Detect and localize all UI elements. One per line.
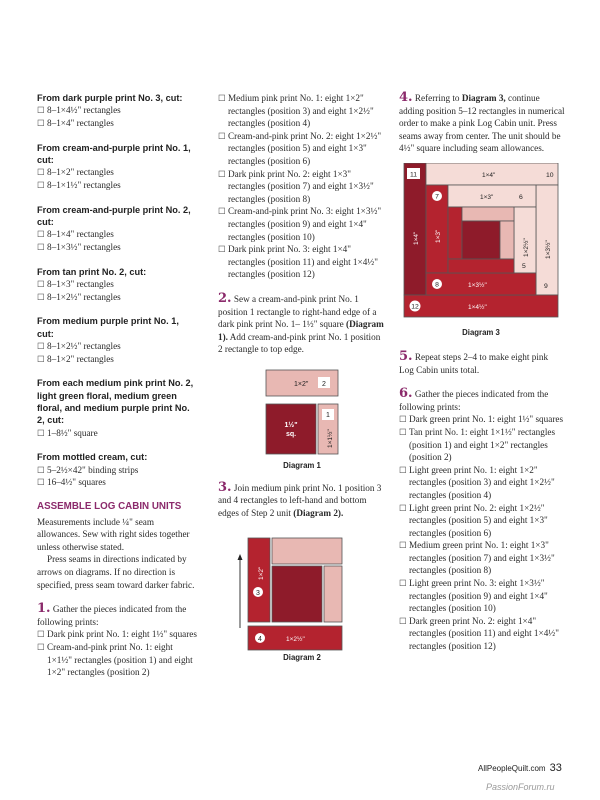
diagram3-number: 5: [522, 262, 526, 270]
checklist-item[interactable]: ☐ 8–1×4" rectangles: [37, 117, 197, 130]
cut-heading: From mottled cream, cut:: [37, 452, 148, 463]
diagram3-label: 1×3½": [468, 281, 487, 289]
step-number: 6.: [399, 386, 413, 402]
footer-site: AllPeopleQuilt.com: [478, 764, 546, 773]
step-number: 5.: [399, 348, 413, 364]
diagram3-label: 1×3½": [545, 240, 552, 259]
cut-group-3: [37, 204, 197, 254]
checklist-item[interactable]: ☐ 5–2½×42" binding strips: [37, 464, 197, 477]
checklist-item[interactable]: ☐ Medium green print No. 1: eight 1×3" rectangles (position 7) and eight 1×3½" rectangles (position 8): [399, 539, 565, 577]
cut-heading: From each medium pink print No. 2, light green floral, medium green floral, and medium purple print No. 2, cut:: [37, 378, 194, 426]
checklist-item[interactable]: ☐ 8–1×2½" rectangles: [37, 340, 197, 353]
diagram3-rect-11: [404, 163, 426, 295]
page-footer: [478, 762, 562, 774]
checklist-item[interactable]: ☐ 8–1×2" rectangles: [37, 353, 197, 366]
diagram3-number: 6: [519, 193, 523, 201]
step-text: Join medium pink print No. 1 position 3 and 4 rectangles to left-hand and bottom edges of Step 2 unit: [218, 482, 382, 519]
checklist-item[interactable]: ☐ Tan print No. 1: eight 1×1½" rectangles (position 1) and eight 1×2" rectangles (position 2): [399, 426, 565, 464]
step-5: [399, 348, 565, 376]
checklist-item[interactable]: ☐ Dark green print No. 1: eight 1½" squares: [399, 413, 565, 426]
diagram2-label: 1×2": [258, 566, 265, 580]
step-text: Repeat steps 2–4 to make eight pink Log Cabin units total.: [399, 351, 549, 375]
checklist-item[interactable]: ☐ Dark green print No. 2: eight 1×4" rectangles (position 11) and eight 1×4½" rectangles (position 12): [399, 615, 565, 653]
step-3: [218, 479, 386, 520]
step-number: 3.: [218, 479, 232, 495]
diagram-ref: (Diagram 1).: [218, 319, 384, 342]
step-text: Sew a cream-and-pink print No. 1 position 1 rectangle to right-hand edge of a dark pink print No. 1– 1½" square: [218, 293, 377, 330]
diagram3-number: 7: [435, 193, 439, 201]
step-text: continue adding position 5–12 rectangles in numerical order to make a pink Log Cabin unit. Press seams away from center. The unit should be 4½" square including seam allowances.: [399, 93, 565, 154]
column-3: [399, 92, 565, 653]
checklist-item[interactable]: ☐ 16–4½" squares: [37, 476, 197, 489]
checklist-item[interactable]: ☐ Cream-and-pink print No. 2: eight 1×2½" rectangles (position 5) and eight 1×3" rectangles (position 6): [218, 130, 386, 168]
page-number: 33: [549, 762, 562, 774]
cut-group-1: [37, 92, 197, 130]
diagram3-number: 11: [409, 171, 418, 179]
diagram1-number: 2: [322, 380, 326, 388]
watermark: PassionForum.ru: [486, 782, 555, 792]
diagram-1: [218, 364, 386, 472]
step-number: 1.: [37, 601, 51, 617]
cut-group-5: [37, 315, 197, 365]
diagram-caption: Diagram 1: [283, 460, 321, 470]
checklist-item[interactable]: ☐ Light green print No. 3: eight 1×3½" rectangles (position 9) and eight 1×4" rectangles (position 10): [399, 577, 565, 615]
checklist-item[interactable]: ☐ Dark pink print No. 2: eight 1×3" rectangles (position 7) and eight 1×3½" rectangles (position 8): [218, 168, 386, 206]
cut-heading: From cream-and-purple print No. 2, cut:: [37, 204, 191, 227]
diagram2-rect-1: [324, 566, 342, 622]
checklist-item[interactable]: ☐ Dark pink print No. 3: eight 1×4" rectangles (position 11) and eight 1×4½" rectangles (position 12): [218, 243, 386, 281]
step-text: Gather the pieces indicated from the following prints:: [399, 389, 549, 412]
diagram3-label: 1×4": [482, 171, 496, 179]
diagram1-label: sq.: [285, 430, 297, 438]
diagram-3: [399, 163, 565, 343]
diagram-2: [218, 528, 386, 662]
diagram3-number: 9: [544, 282, 548, 290]
cut-heading: From tan print No. 2, cut:: [37, 266, 147, 277]
diagram3-number: 12: [411, 303, 419, 311]
diagram3-label: 1×2½": [523, 238, 530, 257]
checklist-item[interactable]: ☐ 8–1×3½" rectangles: [37, 241, 197, 254]
diagram2-rect-2: [272, 538, 342, 564]
cut-heading: From cream-and-purple print No. 1, cut:: [37, 142, 191, 165]
checklist-item[interactable]: ☐ 8–1×2½" rectangles: [37, 291, 197, 304]
checklist-item[interactable]: ☐ Medium pink print No. 1: eight 1×2" rectangles (position 3) and eight 1×2½" rectangles (position 4): [218, 92, 386, 130]
checklist-item[interactable]: ☐ Cream-and-pink print No. 1: eight 1×1½" rectangles (position 1) and eight 1×2" rectangles (position 2): [37, 641, 197, 679]
section-title: ASSEMBLE LOG CABIN UNITS: [37, 501, 182, 512]
step-text: Referring to: [414, 93, 462, 103]
diagram3-label: 1×4": [413, 231, 420, 245]
step-text: Gather the pieces indicated from the following prints:: [37, 604, 187, 627]
diagram1-center-square: [266, 404, 316, 454]
diagram3-number: 8: [435, 281, 439, 289]
checklist-item[interactable]: ☐ 8–1×1½" rectangles: [37, 179, 197, 192]
intro-paragraph: Measurements include ¼" seam allowances. Sew with right sides together unless otherwise stated.: [37, 516, 190, 552]
step-6: [399, 388, 565, 413]
column-2: [218, 92, 386, 662]
cut-group-7: [37, 451, 197, 489]
diagram3-label: 1×3": [435, 229, 442, 243]
diagram1-label: 1×1½": [327, 429, 334, 448]
checklist-item[interactable]: ☐ Light green print No. 2: eight 1×2½" rectangles (position 5) and eight 1×3" rectangles (position 6): [399, 502, 565, 540]
diagram-caption: Diagram 2: [283, 652, 321, 662]
diagram-caption: Diagram 3: [462, 327, 500, 337]
diagram3-label: 1×3": [480, 193, 494, 201]
checklist-item[interactable]: ☐ 8–1×4" rectangles: [37, 228, 197, 241]
checklist-item[interactable]: ☐ 8–1×4½" rectangles: [37, 104, 197, 117]
step-1: [37, 603, 197, 628]
diagram1-label: 1½": [284, 421, 298, 429]
diagram2-label: 1×2½": [286, 635, 305, 643]
diagram1-label: 1×2": [294, 380, 309, 388]
step-2: [218, 290, 386, 356]
cut-group-6: [37, 377, 197, 439]
checklist-item[interactable]: ☐ Cream-and-pink print No. 3: eight 1×3½" rectangles (position 9) and eight 1×4" rectangles (position 10): [218, 205, 386, 243]
arrow-head-icon: [238, 554, 243, 560]
cut-group-4: [37, 266, 197, 304]
intro-paragraph-2: Press seams in directions indicated by arrows on diagrams. If no direction is specified, press seam toward darker fabric.: [37, 554, 195, 590]
cut-heading: From dark purple print No. 3, cut:: [37, 93, 183, 103]
checklist-item[interactable]: ☐ 8–1×3" rectangles: [37, 278, 197, 291]
checklist-item[interactable]: ☐ Dark pink print No. 1: eight 1½" squares: [37, 628, 197, 641]
checklist-item[interactable]: ☐ 1–8½" square: [37, 427, 197, 440]
diagram2-number: 3: [256, 589, 260, 597]
diagram3-rect-3: [448, 207, 462, 259]
diagram3-center-square: [462, 221, 500, 259]
column-1: [37, 92, 197, 679]
diagram3-number: 10: [546, 171, 554, 179]
cut-heading: From medium purple print No. 1, cut:: [37, 316, 179, 339]
checklist-item[interactable]: ☐ 8–1×2" rectangles: [37, 166, 197, 179]
cut-group-2: [37, 142, 197, 192]
diagram3-rect-1: [500, 221, 514, 259]
diagram-ref: Diagram 3,: [461, 93, 506, 103]
diagram3-rect-9: [536, 185, 558, 295]
diagram1-number: 1: [326, 411, 330, 419]
diagram2-number: 4: [258, 635, 262, 643]
step-number: 2.: [218, 290, 232, 306]
step-text: Add cream-and-pink print No. 1 position 2 rectangle to top edge.: [218, 331, 381, 355]
diagram3-rect-4: [448, 259, 514, 273]
diagram3-rect-2: [462, 207, 514, 221]
diagram-ref: (Diagram 2).: [293, 508, 344, 519]
diagram2-center-square: [272, 566, 322, 622]
step-number: 4.: [399, 90, 413, 105]
diagram3-label: 1×4½": [468, 303, 487, 311]
checklist-item[interactable]: ☐ Light green print No. 1: eight 1×2" rectangles (position 3) and eight 1×2½" rectangles (position 4): [399, 464, 565, 502]
step-4: [399, 92, 565, 155]
